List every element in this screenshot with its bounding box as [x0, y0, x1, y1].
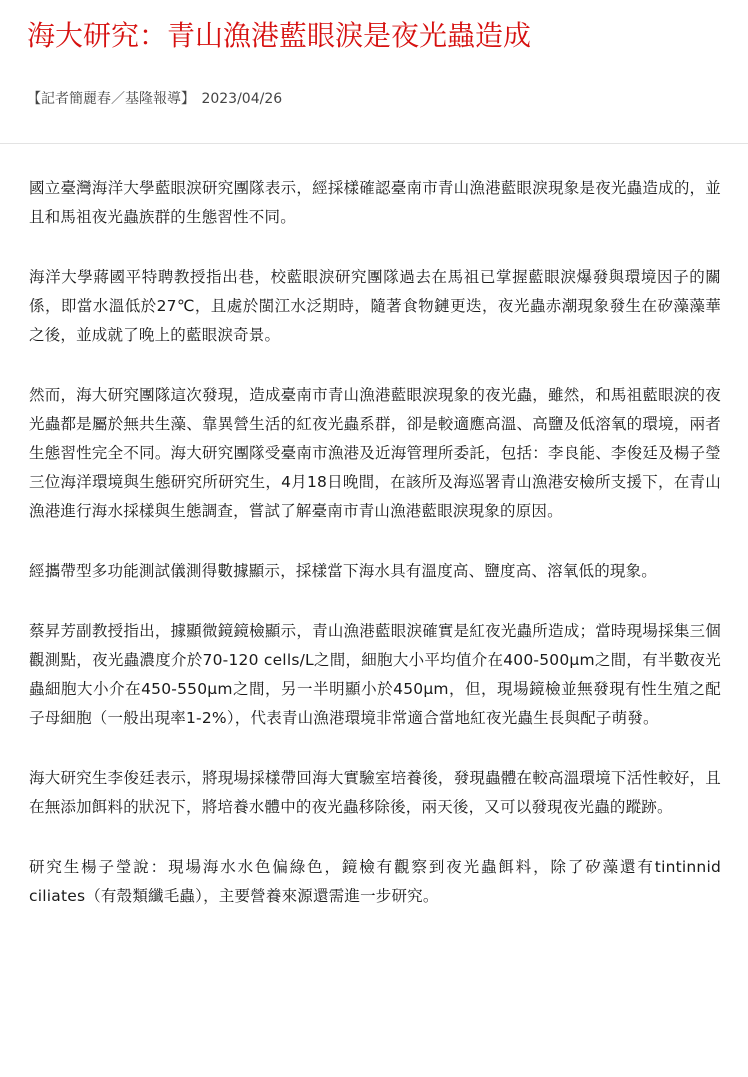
article-byline [27, 89, 282, 109]
reporter-credit: 【記者簡麗春／基隆報導】 [27, 91, 195, 107]
article-title: 海大研究：青山漁港藍眼淚是夜光蟲造成 [27, 19, 532, 52]
article-paragraph: 海洋大學蔣國平特聘教授指出巷，校藍眼淚研究團隊過去在馬祖已掌握藍眼淚爆發與環境因子的關係，即當水溫低於27℃，且處於閩江水泛期時，隨著食物鏈更迭，夜光蟲赤潮現象發生在矽藻藻華之後，並成就了晚上的藍眼淚奇景。 [29, 268, 721, 344]
article-paragraph: 然而，海大研究團隊這次發現，造成臺南市青山漁港藍眼淚現象的夜光蟲，雖然，和馬祖藍眼淚的夜光蟲都是屬於無共生藻、靠異營生活的紅夜光蟲系群，卻是較適應高溫、高鹽及低溶氧的環境，兩者生態習性完全不同。海大研究團隊受臺南市漁港及近海管理所委託，包括：李良能、李俊廷及楊子瑩三位海洋環境與生態研究所研究生，4月18日晚間，在該所及海巡署青山漁港安檢所支援下，在青山漁港進行海水採樣與生態調查，嘗試了解臺南市青山漁港藍眼淚現象的原因。 [29, 386, 721, 520]
article-paragraph: 研究生楊子瑩說：現場海水水色偏綠色，鏡檢有觀察到夜光蟲餌料，除了矽藻還有tintinnid ciliates（有殼類纖毛蟲），主要營養來源還需進一步研究。 [29, 858, 721, 905]
article-paragraph: 海大研究生李俊廷表示，將現場採樣帶回海大實驗室培養後，發現蟲體在較高溫環境下活性較好，且在無添加餌料的狀況下，將培養水體中的夜光蟲移除後，兩天後，又可以發現夜光蟲的蹤跡。 [29, 769, 721, 816]
publish-date: 2023/04/26 [201, 91, 283, 107]
article-paragraph: 國立臺灣海洋大學藍眼淚研究團隊表示，經採樣確認臺南市青山漁港藍眼淚現象是夜光蟲造成的，並且和馬祖夜光蟲族群的生態習性不同。 [29, 179, 721, 226]
article-paragraph: 經攜帶型多功能測試儀測得數據顯示，採樣當下海水具有溫度高、鹽度高、溶氧低的現象。 [29, 562, 658, 580]
header-divider [0, 143, 748, 144]
article-body [29, 174, 721, 942]
article-paragraph: 蔡昇芳副教授指出，據顯微鏡鏡檢顯示，青山漁港藍眼淚確實是紅夜光蟲所造成；當時現場採集三個觀測點，夜光蟲濃度介於70-120 cells/L之間，細胞大小平均值介在400-500μm之間，有半數夜光蟲細胞大小介在450-550μm之間，另一半明顯小於450μm，但，現場鏡檢並無發現有性生殖之配子母細胞（一般出現率1-2%），代表青山漁港環境非常適合當地紅夜光蟲生長與配子萌發。 [29, 622, 721, 727]
